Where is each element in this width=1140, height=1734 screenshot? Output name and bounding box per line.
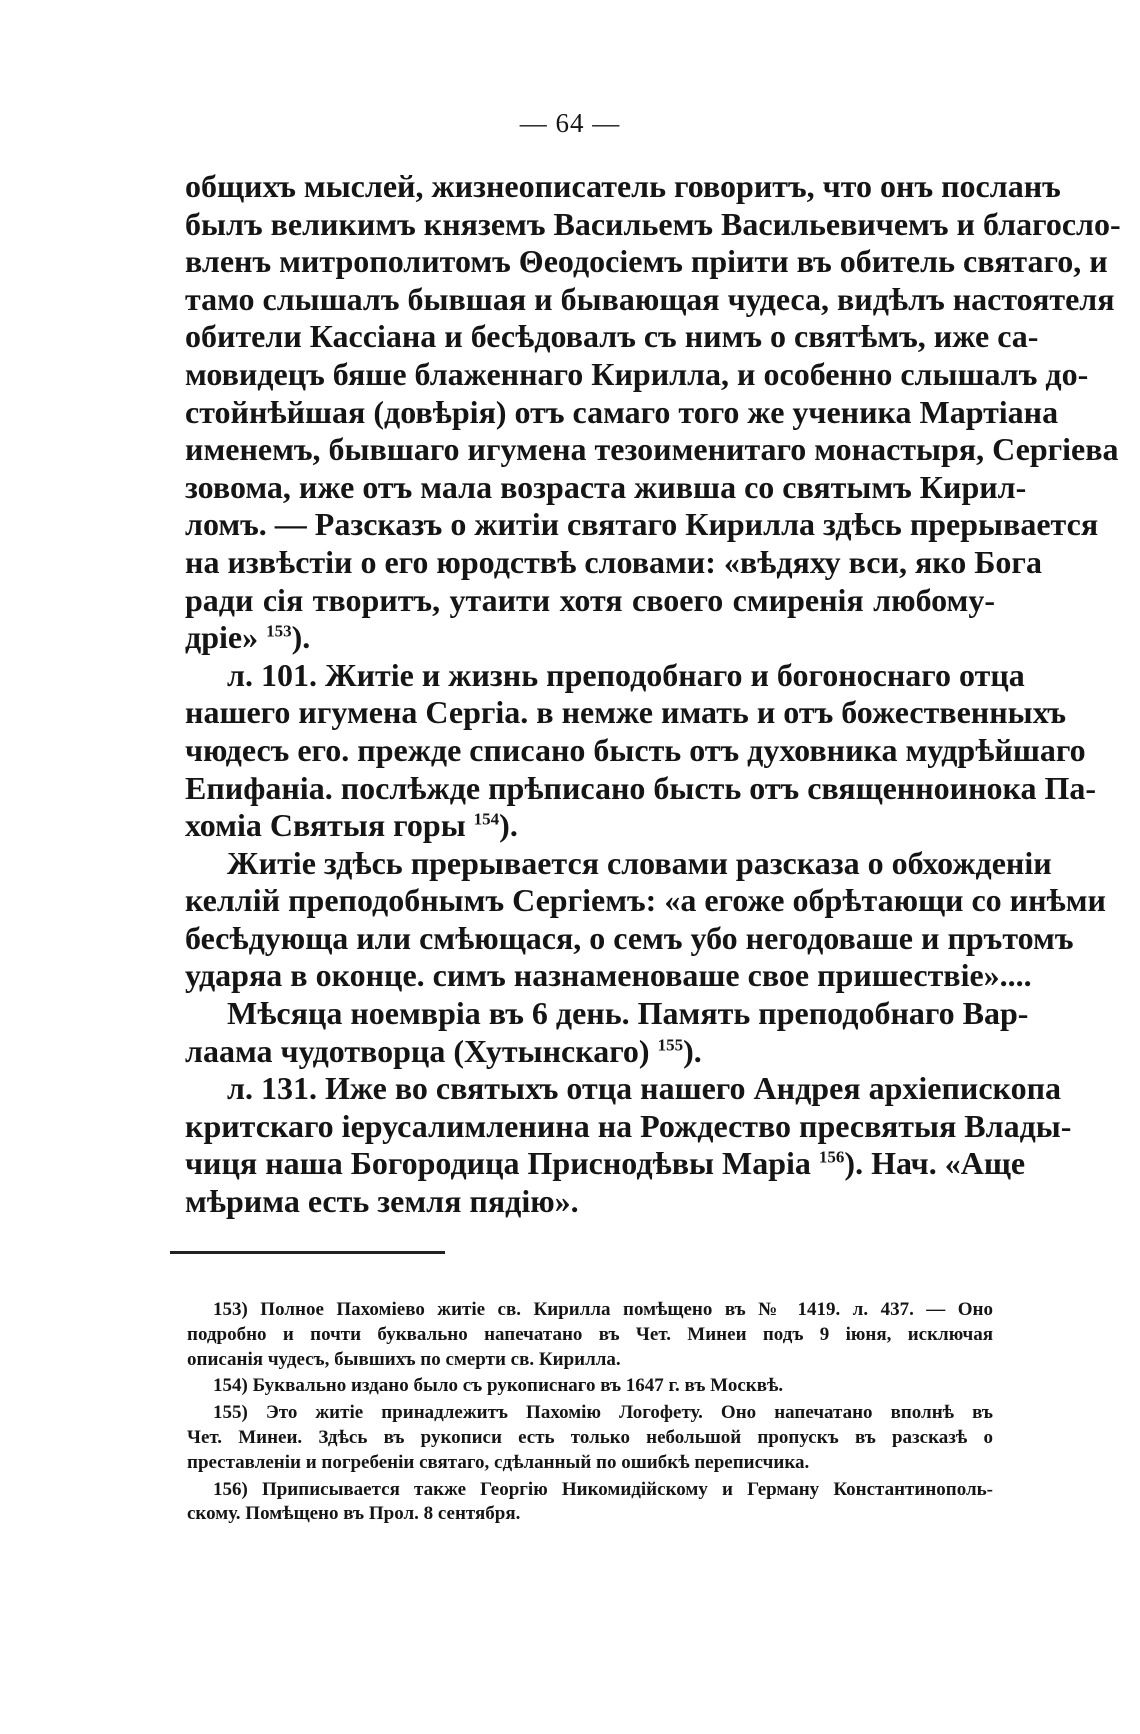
text-line: л. 101. Житіе и жизнь преподобнаго и богоноснаго отца (227, 656, 1025, 693)
footnote-ref-154: 154 (473, 809, 500, 829)
text-fragment: чиця наша Богородица Приснодѣвы Маріа (185, 1145, 819, 1182)
text-line: ломъ. — Разсказъ о житіи святаго Кирилла здѣсь прерывается (185, 506, 1099, 543)
text-line: келлій преподобнымъ Сергіемъ: «а егоже обрѣтающи со инѣми (185, 882, 1106, 919)
text-line (185, 619, 995, 657)
page-number: — 64 — (519, 108, 621, 138)
main-text (185, 168, 1121, 1221)
text-line: общихъ мыслей, жизнеописатель говоритъ, что онъ посланъ (185, 168, 1061, 204)
text-line: Мѣсяца ноемвріа въ 6 день. Память преподобнаго Вар- (227, 995, 1029, 1032)
text-line: на извѣстіи о его юродствѣ словами: «вѣдяху вси, яко Бога (185, 543, 1042, 580)
text-line (185, 1033, 995, 1071)
text-line: ради сія творитъ, утаити хотя своего смиренія любому- (185, 581, 995, 618)
text-fragment: ). (291, 619, 311, 656)
text-line: бесѣдующа или смѣющася, о семъ убо негодоваше и прътомъ (185, 919, 1074, 956)
text-fragment: ). (683, 1032, 702, 1069)
text-fragment: ). Нач. «Аще (844, 1145, 1026, 1182)
text-line: стойнѣйшая (довѣрія) отъ самаго того же ученика Мартіана (185, 393, 1059, 430)
text-line: ударяа в оконце. симъ назнаменоваше свое пришествіе».... (185, 957, 1032, 994)
text-fragment: ). (499, 807, 518, 844)
footnote-line: скому. Помѣщено въ Прол. 8 сентября. (187, 1503, 521, 1525)
text-line: мовидецъ бяше блаженнаго Кирилла, и особенно слышалъ до- (185, 355, 1089, 392)
footnote-ref-156: 156 (818, 1147, 845, 1167)
footnotes (187, 1298, 993, 1527)
footnote-ref-153: 153 (266, 621, 292, 641)
text-fragment: хоміа Святыя горы (185, 807, 474, 844)
text-line: зовома, иже отъ мала возраста живша со святымъ Кирил- (185, 468, 1027, 505)
text-line (185, 1145, 1026, 1183)
text-line: нашего игумена Сергіа. в немже имать и отъ божественныхъ (185, 694, 1067, 731)
footnote-line: подробно и почти буквально напечатано въ Чет. Минеи подъ 9 іюня, исключая (187, 1323, 993, 1345)
text-line: тамо слышалъ бывшая и бывающая чудеса, видѣлъ настоятеля (185, 280, 1115, 317)
text-line: критскаго іерусалимленина на Рождество пресвятыя Влады- (185, 1107, 1072, 1144)
text-line: Житіе здѣсь прерывается словами разсказа о обхожденіи (227, 844, 1052, 881)
text-line: л. 131. Иже во святыхъ отца нашего Андрея архіепископа (227, 1070, 1061, 1107)
footnote-154: 154) Буквально издано было съ рукописнаго въ 1647 г. въ Москвѣ. (213, 1375, 784, 1397)
text-line (185, 807, 995, 845)
text-line: вленъ митрополитомъ Θеодосіемъ пріити въ обитель святаго, и (185, 243, 1108, 280)
text-line: мѣрима есть земля пядію». (185, 1183, 579, 1220)
text-line: Епифаніа. послѣжде прѣписано бысть отъ священноинока Па- (185, 769, 1097, 806)
footnote-155: 155) Это житіе принадлежитъ Пахомію Логофету. Оно напечатано вполнѣ въ (213, 1402, 993, 1424)
footnote-divider (170, 1251, 445, 1254)
text-line: былъ великимъ княземъ Васильемъ Васильевичемъ и благосло- (185, 205, 1121, 242)
footnote-line: Чет. Минеи. Здѣсь въ рукописи есть только небольшой пропускъ въ разсказѣ о (187, 1426, 993, 1448)
footnote-line: преставленіи и погребеніи святаго, сдѣланный по ошибкѣ переписчика. (187, 1451, 810, 1473)
text-line: именемъ, бывшаго игумена тезоименитаго монастыря, Сергіева (185, 431, 1119, 468)
text-line: чюдесъ его. прежде списано бысть отъ духовника мудрѣйшаго (185, 731, 1086, 768)
footnote-153: 153) Полное Пахоміево житіе св. Кирилла помѣщено въ № 1419. л. 437. — Оно (213, 1299, 993, 1320)
footnote-ref-155: 155 (657, 1035, 684, 1054)
text-fragment: дріе» (185, 619, 267, 656)
text-fragment: лаама чудотворца (Хутынскаго) (185, 1032, 658, 1069)
footnote-line: описанія чудесъ, бывшихъ по смерти св. Кирилла. (187, 1348, 621, 1370)
text-line: обители Кассіана и бесѣдовалъ съ нимъ о святѣмъ, иже са- (185, 318, 1039, 355)
footnote-156: 156) Приписывается также Георгію Никомидійскому и Герману Константинополь- (213, 1478, 993, 1500)
